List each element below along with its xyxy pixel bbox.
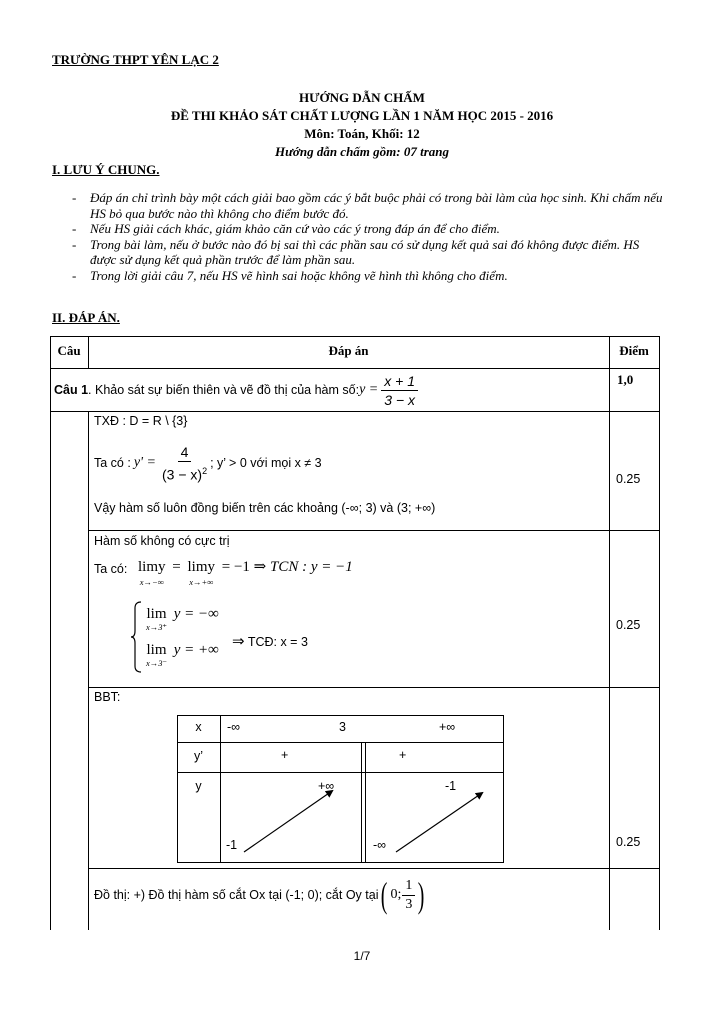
- tcd-result: TCĐ: x = 3: [247, 635, 308, 649]
- limit-subscript: x→+∞: [189, 577, 214, 587]
- bbt-y-top-right: -1: [445, 779, 457, 793]
- note-item: - Đáp án chỉ trình bày một cách giải bao gồm các ý bắt buộc phải có trong bài làm của học sinh. Khi chấm nếu HS bỏ qua bước nào thì không cho điểm bước đó.: [64, 190, 664, 221]
- function-y: y =: [359, 382, 379, 397]
- row1-score: 0.25: [616, 472, 641, 486]
- note-item: - Trong bài làm, nếu ở bước nào đó bị sai thì các phần sau có sử dụng kết quả sai đó không được điểm. HS được sử dụng kết quả phần trước để làm phần sau.: [64, 237, 664, 268]
- increasing-arrow-left: [244, 791, 332, 852]
- col-header-cau: Câu: [57, 343, 81, 358]
- left-paren: (: [381, 875, 388, 915]
- limit-value: = −1: [221, 559, 250, 575]
- header-subject: Môn: Toán, Khối: 12: [304, 126, 420, 141]
- limit-value: y = −∞: [173, 606, 219, 622]
- question-1-label: Câu 1: [54, 383, 89, 397]
- bbt-x-label: x: [195, 720, 202, 734]
- limit-symbol: limy: [138, 559, 166, 575]
- vertical-asymptote: [232, 632, 308, 650]
- note-item: - Trong lời giải câu 7, nếu HS vẽ hình sai hoặc không vẽ hình thì không cho điểm.: [64, 268, 664, 284]
- tcn-result: TCN : y = −1: [270, 559, 353, 575]
- derivative-fraction: [159, 444, 210, 483]
- domain-text: TXĐ : D = R \ {3}: [94, 414, 188, 428]
- limit-subscript: x→−∞: [139, 577, 164, 587]
- question-1-statement: [54, 370, 418, 410]
- limit-subscript: x→3⁻: [146, 658, 168, 668]
- col-header-dap-an: Đáp án: [328, 343, 369, 358]
- limit-symbol: lim: [146, 642, 167, 658]
- fraction-numerator: 1: [402, 878, 415, 896]
- bbt-arrows: [220, 772, 504, 862]
- bbt-y-label: y: [195, 779, 202, 793]
- derivative-y: y' =: [133, 455, 156, 470]
- section1-title: I. LƯU Ý CHUNG.: [52, 162, 160, 177]
- right-paren: ): [418, 875, 425, 915]
- fraction-denominator: (3 − x): [161, 466, 203, 483]
- row2-score: 0.25: [616, 618, 641, 632]
- monotonic-conclusion: Vậy hàm số luôn đồng biến trên các khoảng (-∞; 3) và (3; +∞): [94, 501, 436, 515]
- page-number: 1/7: [353, 949, 371, 963]
- limit-right: [146, 606, 219, 633]
- row3-score: 0.25: [616, 835, 641, 849]
- section2-title: II. ĐÁP ÁN.: [52, 310, 120, 325]
- limit-subscript: x→3⁺: [146, 622, 168, 632]
- point-x: 0;: [390, 887, 402, 902]
- derivative-prefix: Ta có :: [94, 456, 131, 470]
- implies-symbol: ⇒: [232, 633, 245, 650]
- header-title: HƯỚNG DẪN CHẤM: [299, 90, 425, 105]
- bbt-sign-left: +: [281, 748, 289, 762]
- note-item: - Nếu HS giải cách khác, giám khảo căn cứ vào các ý trong đáp án để cho điểm.: [64, 221, 664, 237]
- equals-sign: =: [172, 559, 181, 575]
- graph-intersections: [94, 872, 427, 918]
- no-extremum-text: Hàm số không có cực trị: [94, 534, 230, 548]
- implies-symbol: ⇒: [253, 559, 267, 575]
- col-header-diem: Điểm: [619, 343, 649, 358]
- bbt-y-bottom-left: -1: [226, 838, 238, 852]
- bbt-y-top-left: +∞: [318, 779, 335, 793]
- oy-point: [378, 877, 427, 913]
- fraction-denominator: 3 − x: [384, 391, 415, 408]
- bbt-x-three: 3: [339, 720, 346, 734]
- limit-symbol: lim: [146, 606, 167, 622]
- horizontal-asymptote: [138, 558, 353, 588]
- derivative-condition: ; y’ > 0 với mọi x ≠ 3: [210, 456, 322, 470]
- question-1-text: . Khảo sát sự biến thiên và vẽ đồ thị của hàm số:: [88, 383, 360, 397]
- question-1-score: 1,0: [617, 372, 634, 387]
- limit-symbol: limy: [187, 559, 215, 575]
- bbt-y-bottom-right: -∞: [373, 838, 387, 852]
- exponent: 2: [202, 465, 208, 476]
- header-pages: Hướng dẫn chấm gồm: 07 trang: [274, 144, 450, 159]
- bbt-x-minus-inf: -∞: [227, 720, 241, 734]
- fraction-denominator: 3: [405, 896, 413, 912]
- bbt-yprime-label: y’: [193, 749, 204, 763]
- school-name: TRƯỜNG THPT YÊN LẠC 2: [52, 52, 219, 67]
- system-brace: [130, 600, 144, 674]
- fraction-numerator: 4: [178, 444, 192, 462]
- limit-left: [146, 642, 219, 669]
- derivative-line: [94, 443, 322, 483]
- function-fraction: [381, 373, 418, 408]
- bbt-sign-right: +: [399, 748, 407, 762]
- fraction-numerator: x + 1: [381, 373, 418, 391]
- limit-prefix: Ta có:: [94, 562, 128, 576]
- increasing-arrow-right: [396, 793, 482, 852]
- limit-value: y = +∞: [173, 642, 219, 658]
- bbt-x-plus-inf: +∞: [439, 720, 456, 734]
- header-exam: ĐỀ THI KHẢO SÁT CHẤT LƯỢNG LẦN 1 NĂM HỌC 2015 - 2016: [170, 108, 554, 123]
- point-fraction: [402, 878, 415, 913]
- bbt-label: BBT:: [94, 690, 121, 704]
- intersections-text: Đồ thị: +) Đồ thị hàm số cắt Ox tại (-1; 0); cắt Oy tại: [94, 888, 379, 902]
- notes-list: [64, 190, 664, 283]
